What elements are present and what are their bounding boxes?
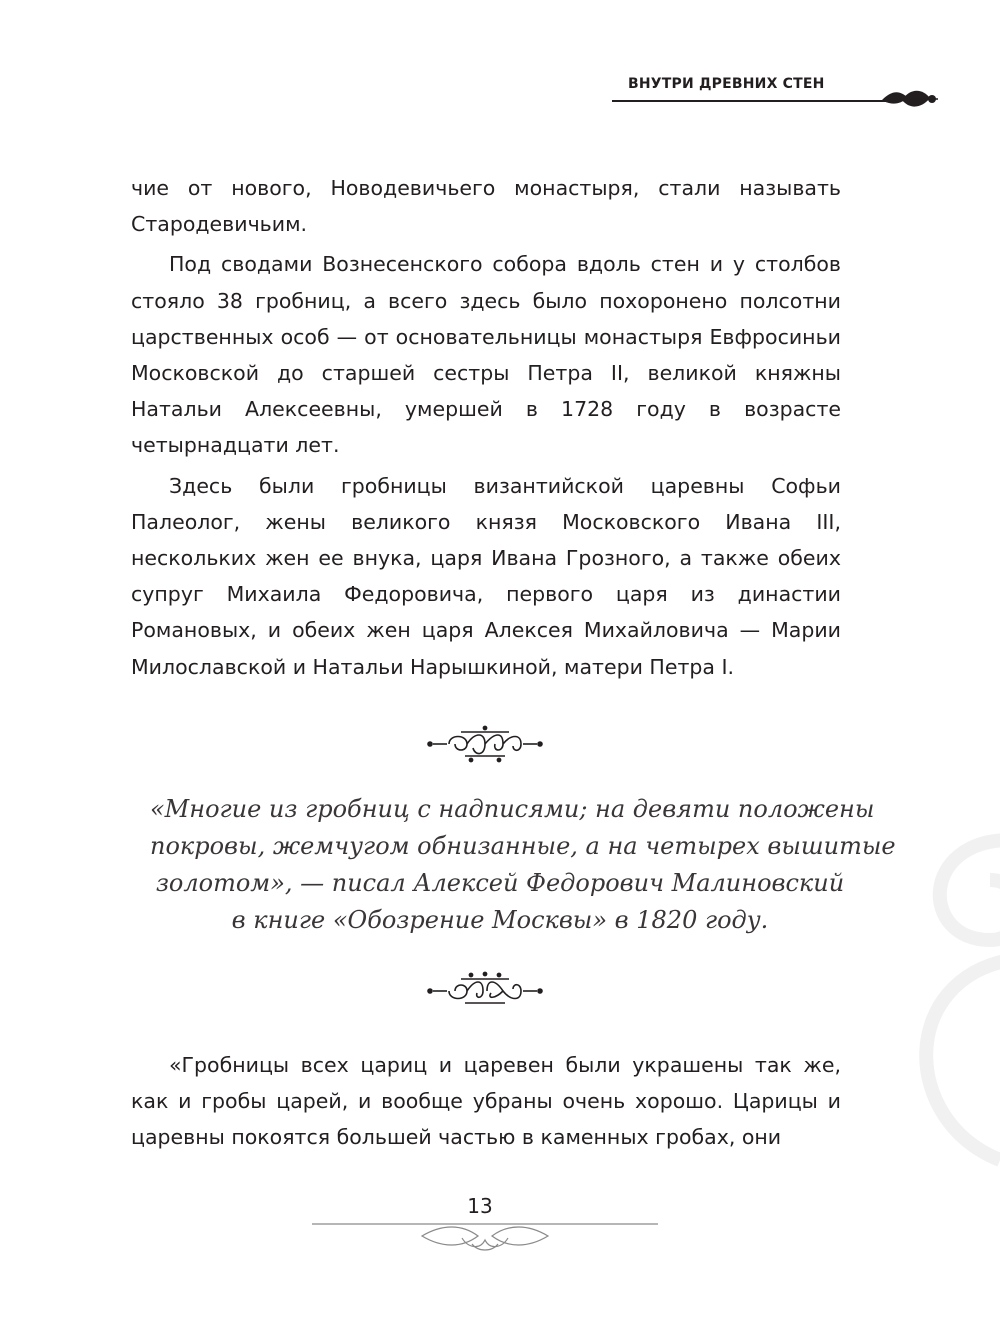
footer-ornament-icon bbox=[312, 1218, 658, 1254]
quote-line: в книге «Обозрение Москвы» в 1820 году. bbox=[231, 906, 769, 934]
quote-line: покровы, жемчугом обнизанные, а на четырех вышитые bbox=[150, 832, 896, 860]
header-rule bbox=[612, 100, 892, 102]
quote-line: «Многие из гробниц с надписями; на девяти положены bbox=[150, 795, 875, 823]
quote-block bbox=[150, 791, 896, 939]
divider-ornament-bottom-icon bbox=[425, 965, 545, 1015]
body-text-bottom bbox=[131, 1047, 841, 1156]
page-number: 13 bbox=[467, 1194, 493, 1218]
body-text-top bbox=[131, 170, 841, 685]
quote-line: золотом», — писал Алексей Федорович Малиновский bbox=[155, 869, 845, 897]
paragraph-4: «Гробницы всех цариц и царевен были украшены так же, как и гробы царей, и вообще убраны очень хорошо. Царицы и царевны покоятся большей частью в каменных гробах, они bbox=[131, 1053, 841, 1150]
paragraph-1: чие от нового, Новодевичьего монастыря, стали называть Стародевичьим. bbox=[131, 176, 841, 237]
running-header-title: ВНУТРИ ДРЕВНИХ СТЕН bbox=[628, 76, 825, 92]
paragraph-3: Здесь были гробницы византийской царевны Софьи Палеолог, жены великого князя Московского Ивана III, нескольких жен ее внука, царя Ивана Грозного, а также обеих супруг Михаила Федоровича, первого царя из династии Романовых, и обеих жен царя Алексея Михайловича — Марии Милославской и Натальи Нарышкиной, матери Петра I. bbox=[131, 473, 841, 679]
background-swirl-ornament bbox=[880, 820, 1000, 1180]
paragraph-2: Под сводами Вознесенского собора вдоль стен и у столбов стояло 38 гробниц, а всего здесь было похоронено полсотни царственных особ — от основательницы монастыря Евфросиньи Московской до старшей сестры Петра II, великой княжны Натальи Алексеевны, умершей в 1728 году в возрасте четырнадцати лет. bbox=[131, 252, 841, 458]
header-leaf-ornament-icon bbox=[880, 84, 940, 114]
divider-ornament-top-icon bbox=[425, 722, 545, 772]
